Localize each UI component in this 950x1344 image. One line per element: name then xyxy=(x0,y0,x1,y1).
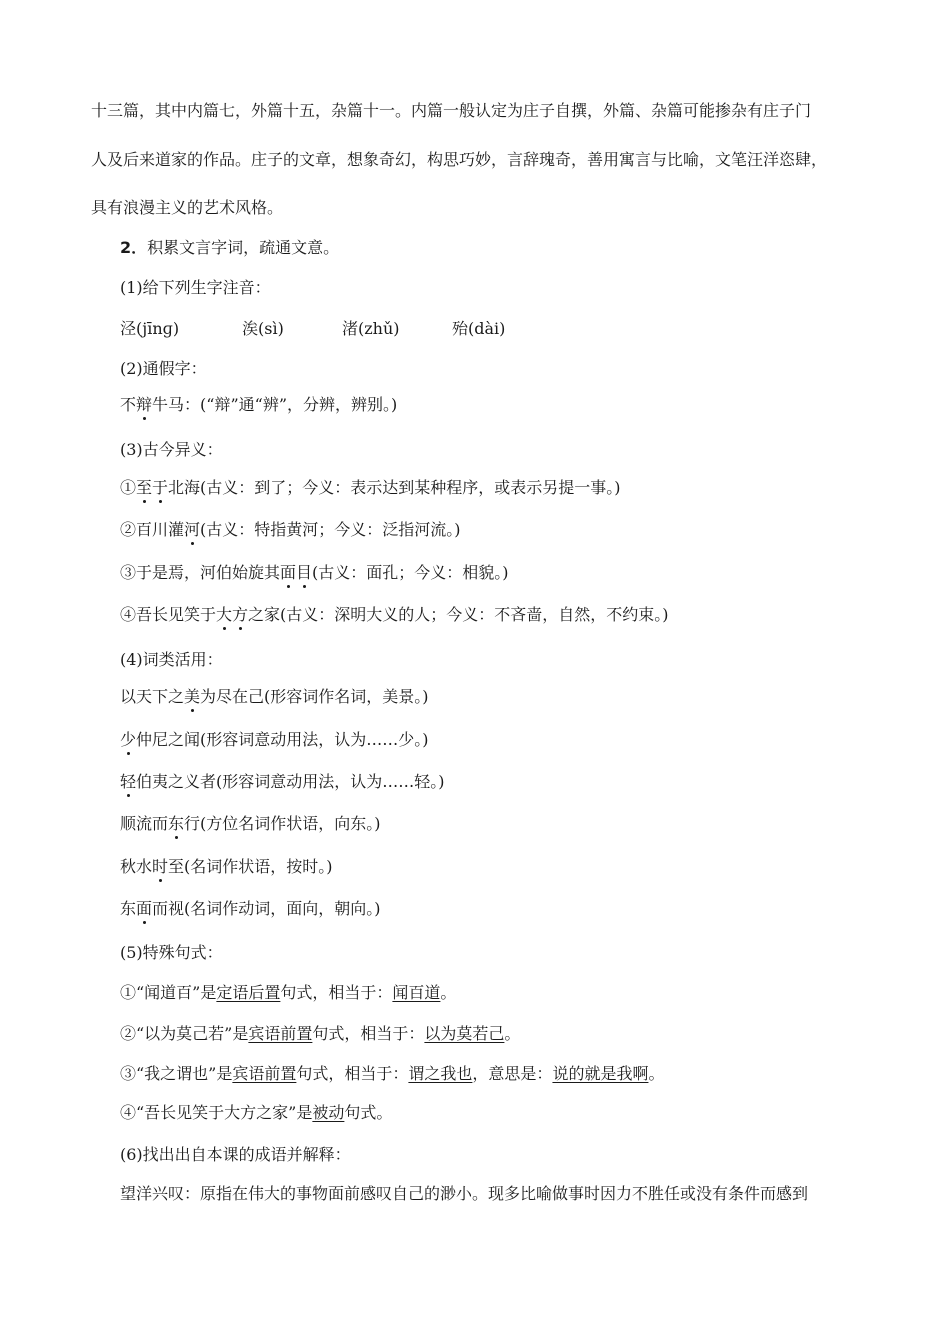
intro-line-2: 人及后来道家的作品。庄子的文章，想象奇幻，构思巧妙，言辞瑰奇，善用寓言与比喻，文笔汪洋恣肆， xyxy=(91,150,828,169)
answer-blank: 被动 xyxy=(312,1103,345,1122)
answer-blank: 定语后置 xyxy=(216,983,281,1002)
cilei-item-3: 轻伯夷之义者(形容词意动用法，认为……轻。) xyxy=(120,772,445,791)
intro-line-1: 十三篇，其中内篇七，外篇十五，杂篇十一。内篇一般认定为庄子自撰，外篇、杂篇可能掺杂有庄子门 xyxy=(91,101,812,120)
cilei-item-1: 以天下之美为尽在己(形容词作名词，美景。) xyxy=(120,687,429,706)
emphasis-char: 东 xyxy=(168,814,185,833)
chengyu-title: (6)找出出自本课的成语并解释： xyxy=(120,1145,351,1164)
answer-blank: 宾语前置 xyxy=(248,1024,313,1043)
answer-blank: 宾语前置 xyxy=(232,1064,297,1083)
jushi-item-4: ④“吾长见笑于大方之家”是被动句式。 xyxy=(120,1103,393,1122)
emphasis-char: 辩 xyxy=(136,395,153,414)
jushi-item-1: ①“闻道百”是定语后置句式，相当于：闻百道。 xyxy=(120,983,457,1002)
tongjia-title: (2)通假字： xyxy=(120,359,207,378)
pinyin-item: 渚(zhǔ) xyxy=(342,319,400,338)
pinyin-item: 涘(sì) xyxy=(242,319,284,338)
cilei-item-5: 秋水时至(名词作状语，按时。) xyxy=(120,857,333,876)
emphasis-char: 面 xyxy=(280,563,297,582)
pinyin-list xyxy=(120,318,505,340)
emphasis-char: 美 xyxy=(184,687,201,706)
jushi-item-3: ③“我之谓也”是宾语前置句式，相当于：谓之我也，意思是：说的就是我啊。 xyxy=(120,1064,665,1083)
pinyin-item: 泾(jīnɡ) xyxy=(120,319,180,338)
cilei-item-2: 少仲尼之闻(形容词意动用法，认为……少。) xyxy=(120,730,429,749)
emphasis-char: 于 xyxy=(152,478,169,497)
emphasis-char: 轻 xyxy=(120,772,137,791)
answer-blank: 闻百道 xyxy=(392,983,441,1002)
gujin-item-1: ①至于北海(古义：到了；今义：表示达到某种程序，或表示另提一事。) xyxy=(120,478,621,497)
jushi-title: (5)特殊句式： xyxy=(120,943,223,962)
cilei-item-4: 顺流而东行(方位名词作状语，向东。) xyxy=(120,814,381,833)
section-heading xyxy=(120,237,339,259)
pinyin-title: (1)给下列生字注音： xyxy=(120,278,271,297)
emphasis-char: 面 xyxy=(136,899,153,918)
gujin-title: (3)古今异义： xyxy=(120,440,223,459)
answer-blank: 以为莫若己 xyxy=(424,1024,505,1043)
emphasis-char: 至 xyxy=(136,478,153,497)
emphasis-char: 少 xyxy=(120,730,137,749)
emphasis-char: 目 xyxy=(296,563,313,582)
emphasis-char: 河 xyxy=(184,520,201,539)
emphasis-char: 大 xyxy=(216,605,233,624)
cilei-title: (4)词类活用： xyxy=(120,650,223,669)
intro-line-3: 具有浪漫主义的艺术风格。 xyxy=(91,198,284,217)
section-number: 2． xyxy=(120,238,148,257)
emphasis-char: 时 xyxy=(152,857,169,876)
cilei-item-6: 东面而视(名词作动词，面向，朝向。) xyxy=(120,899,381,918)
answer-blank: 谓之我也 xyxy=(408,1064,473,1083)
tongjia-line: 不辩牛马：(“辩”通“辨”，分辨，辨别。) xyxy=(120,395,398,414)
gujin-item-3: ③于是焉，河伯始旋其面目(古义：面孔；今义：相貌。) xyxy=(120,563,509,582)
gujin-item-4: ④吾长见笑于大方之家(古义：深明大义的人；今义：不吝啬，自然，不约束。) xyxy=(120,605,669,624)
jushi-item-2: ②“以为莫己若”是宾语前置句式，相当于：以为莫若己。 xyxy=(120,1024,521,1043)
chengyu-line: 望洋兴叹：原指在伟大的事物面前感叹自己的渺小。现多比喻做事时因力不胜任或没有条件而感到 xyxy=(120,1184,809,1203)
answer-blank: 说的就是我啊 xyxy=(552,1064,649,1083)
pinyin-item: 殆(dài) xyxy=(452,319,506,338)
gujin-item-2: ②百川灌河(古义：特指黄河；今义：泛指河流。) xyxy=(120,520,461,539)
section-title: 积累文言字词，疏通文意。 xyxy=(147,238,340,257)
emphasis-char: 方 xyxy=(232,605,249,624)
